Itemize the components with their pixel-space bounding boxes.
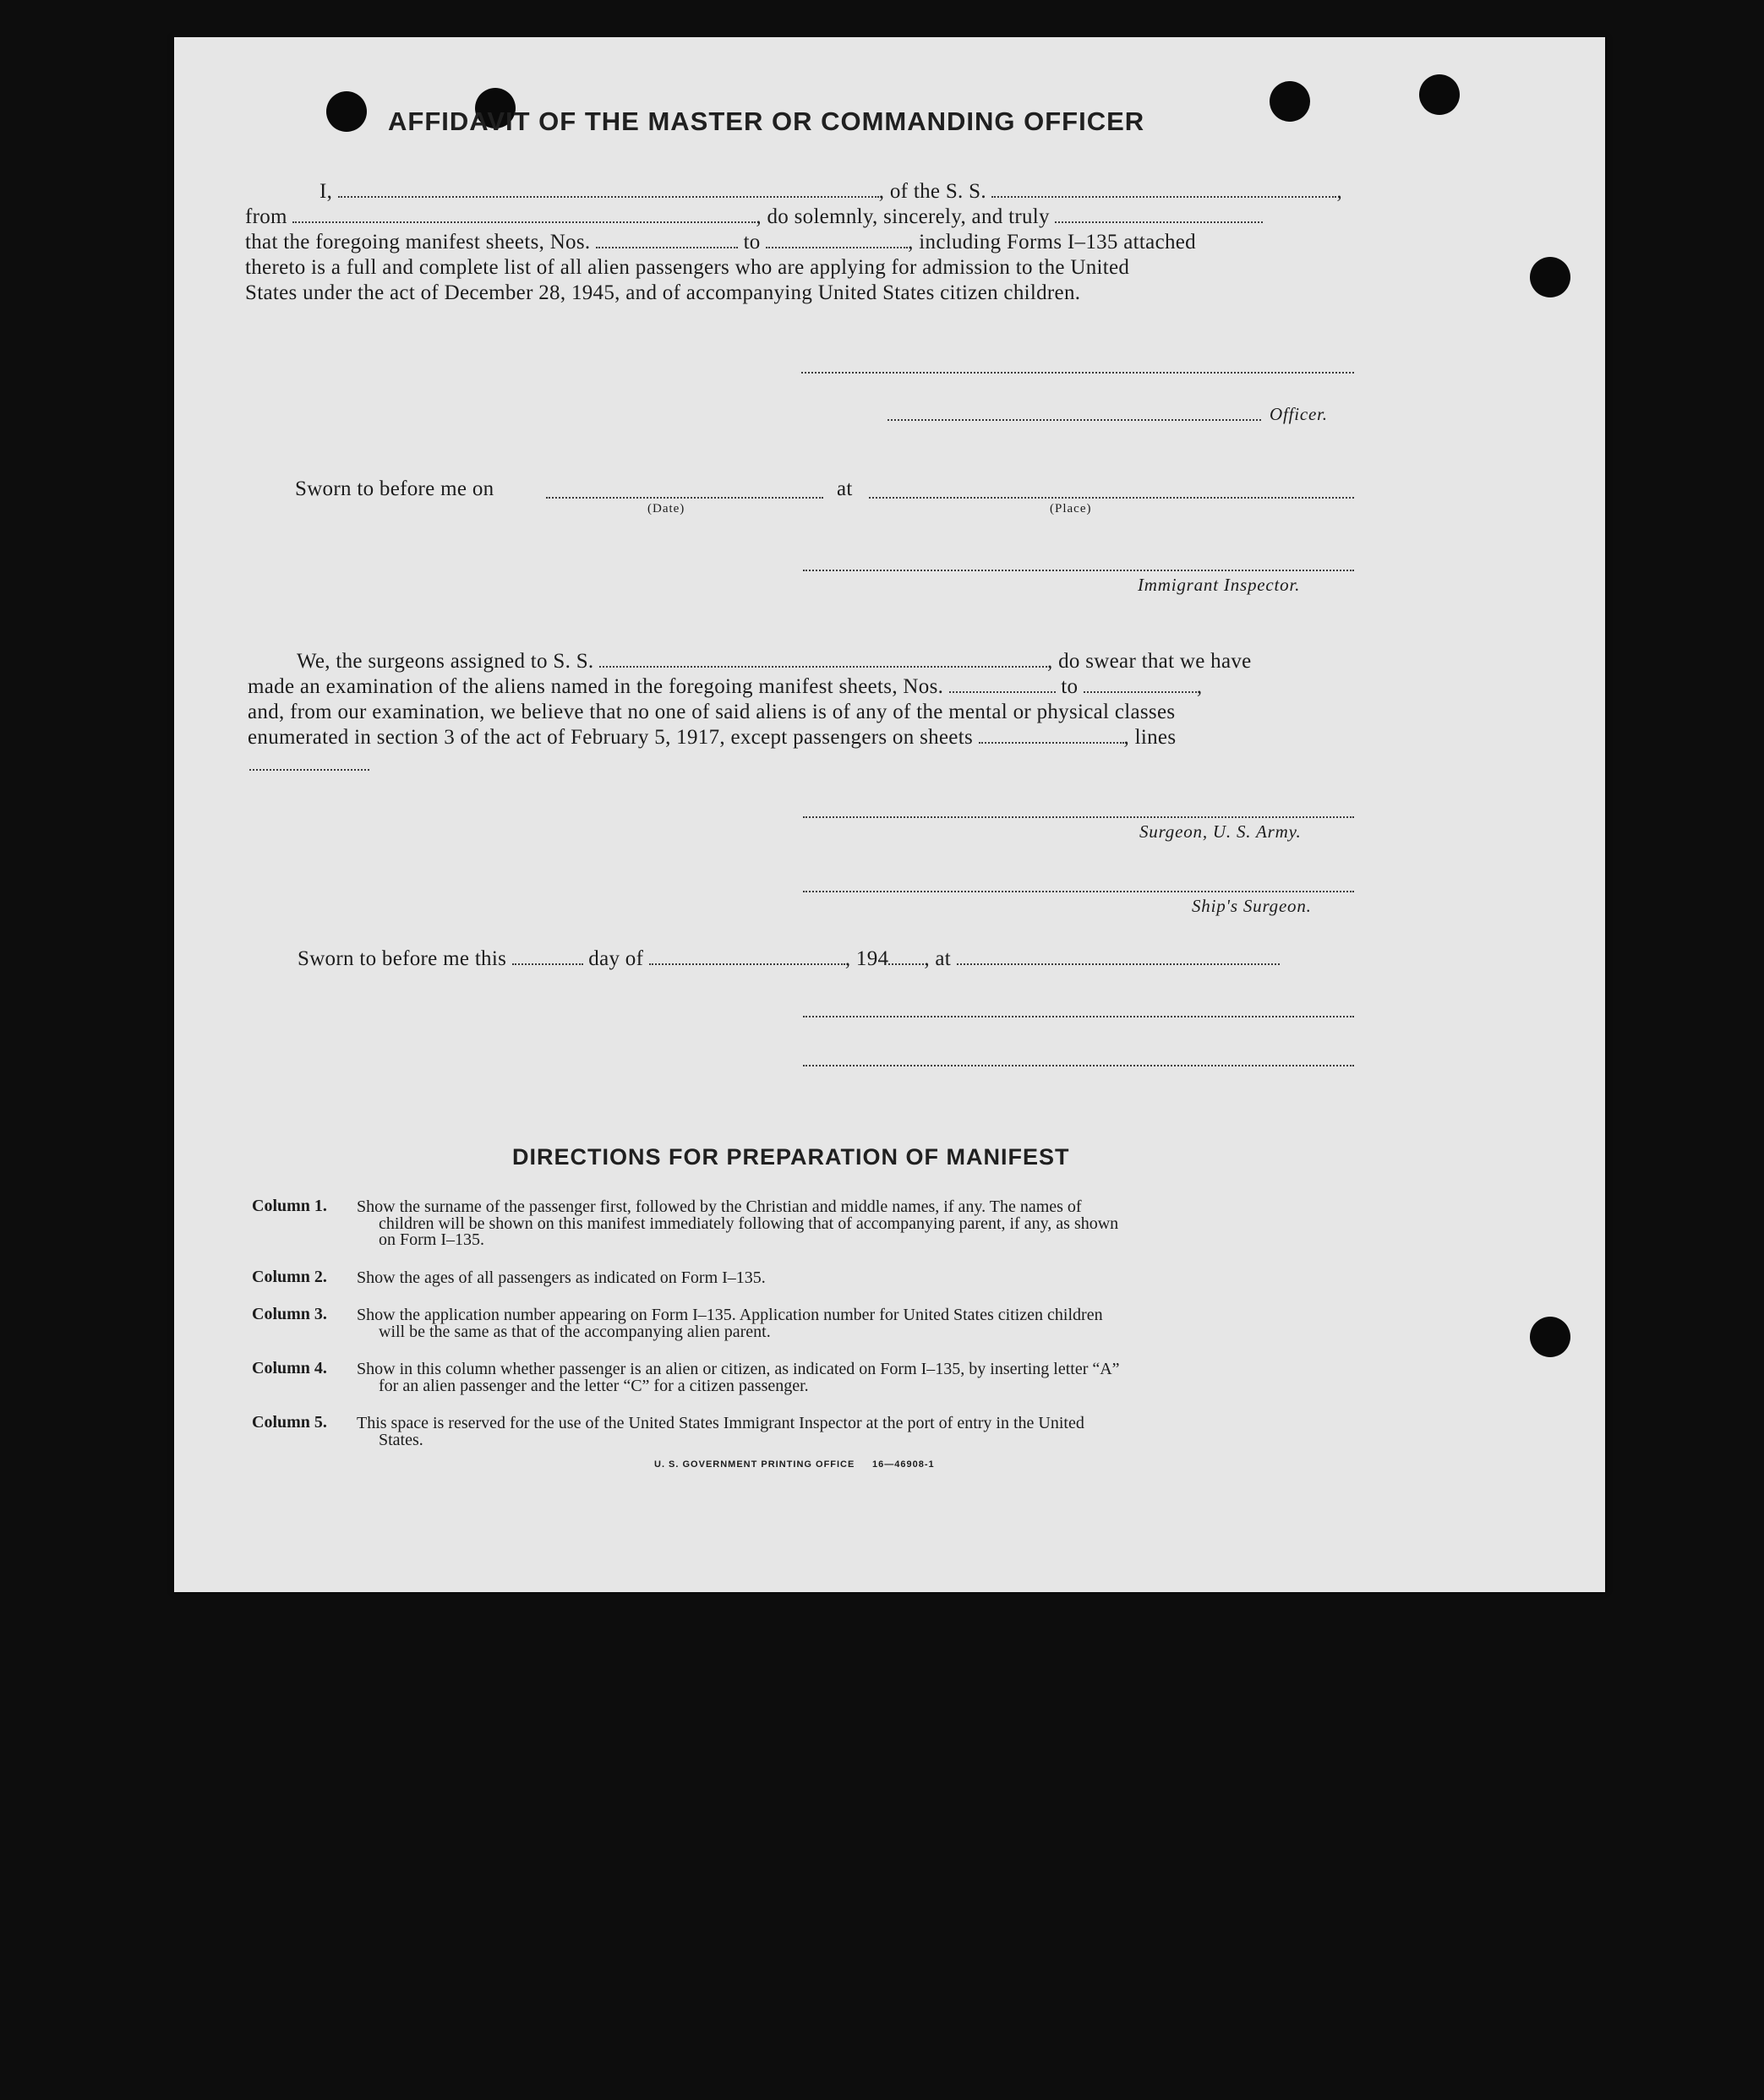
affidavit-line-5: States under the act of December 28, 1945, and of accompanying United States citizen children.: [245, 281, 1081, 304]
officer-signature-line-2[interactable]: [887, 419, 1261, 421]
column-1-line: Show the surname of the passenger first, followed by the Christian and middle names, if any. The names of: [357, 1197, 1082, 1216]
inspector-label: Immigrant Inspector.: [1138, 575, 1301, 595]
column-1-line: on Form I–135.: [379, 1230, 484, 1249]
sworn-signature-line-2[interactable]: [803, 1065, 1354, 1066]
punch-hole: [1270, 81, 1310, 122]
affidavit-text: , of the S. S.: [878, 180, 986, 203]
punch-hole: [1530, 257, 1570, 297]
lines-field[interactable]: [249, 769, 369, 771]
sworn2-text: day of: [588, 947, 644, 970]
punch-hole: [1419, 74, 1460, 115]
surgeons-text: , lines: [1123, 726, 1177, 749]
column-3-line: Show the application number appearing on Form I–135. Application number for United States citizen children: [357, 1306, 1103, 1324]
inspector-signature-line[interactable]: [803, 570, 1354, 571]
surgeons-text: to: [1061, 675, 1079, 698]
surgeons-line-3: and, from our examination, we believe that no one of said aliens is of any of the mental or physical classes: [248, 701, 1176, 723]
army-surgeon-label: Surgeon, U. S. Army.: [1139, 821, 1302, 842]
oath-field[interactable]: [1055, 205, 1263, 223]
column-1-line: children will be shown on this manifest immediately following that of accompanying parent, if any, as shown: [379, 1214, 1119, 1233]
sworn-signature-line-1[interactable]: [803, 1016, 1354, 1017]
sworn-day-field[interactable]: [512, 946, 583, 965]
sworn2-text: , 194: [844, 947, 889, 970]
sworn-line-2: [298, 946, 1540, 972]
officer-label: Officer.: [1270, 404, 1328, 424]
surgeons-line-4: [248, 725, 1532, 750]
surgeons-ship-field[interactable]: [599, 649, 1047, 668]
affidavit-text: ,: [1336, 180, 1342, 203]
column-3-line: will be the same as that of the accompanying alien parent.: [379, 1323, 771, 1341]
affidavit-line-2: [245, 205, 1530, 230]
sworn-at-field[interactable]: [957, 946, 1280, 965]
master-name-field[interactable]: [338, 179, 879, 198]
surgeons-sheets-from-field[interactable]: [949, 674, 1056, 693]
ship-surgeon-signature-line[interactable]: [803, 891, 1354, 892]
printer-imprint: U. S. GOVERNMENT PRINTING OFFICE: [654, 1459, 855, 1470]
surgeons-line-1: [297, 649, 1539, 674]
column-4-line: Show in this column whether passenger is an alien or citizen, as indicated on Form I–135, by inserting letter “A”: [357, 1360, 1120, 1378]
army-surgeon-signature-line[interactable]: [803, 816, 1354, 818]
surgeons-text: made an examination of the aliens named in the foregoing manifest sheets, Nos.: [248, 675, 944, 698]
column-4-line: for an alien passenger and the letter “C” for a citizen passenger.: [379, 1377, 809, 1395]
sworn2-text: Sworn to before me this: [298, 947, 507, 970]
place-caption: (Place): [1050, 502, 1092, 515]
surgeons-line-2: [248, 674, 1532, 700]
sworn-year-field[interactable]: [888, 946, 924, 965]
punch-hole: [326, 91, 367, 132]
sheets-from-field[interactable]: [596, 230, 738, 248]
affidavit-line-4: thereto is a full and complete list of all alien passengers who are applying for admission to the United: [245, 256, 1130, 279]
affidavit-text: to: [743, 231, 761, 254]
affidavit-text: from: [245, 205, 287, 228]
sworn2-text: , at: [924, 947, 952, 970]
column-4-label: Column 4.: [252, 1359, 327, 1377]
sworn-text: Sworn to before me on: [295, 477, 494, 500]
surgeons-text: enumerated in section 3 of the act of February 5, 1917, except passengers on sheets: [248, 726, 973, 749]
column-5-line: This space is reserved for the use of the United States Immigrant Inspector at the port of entry in the United: [357, 1414, 1084, 1432]
sworn-place-field[interactable]: [869, 497, 1354, 499]
page-title: AFFIDAVIT OF THE MASTER OR COMMANDING OFFICER: [388, 106, 1145, 136]
sworn-at-text: at: [837, 477, 853, 500]
column-5-line: States.: [379, 1431, 423, 1449]
surgeons-sheets-to-field[interactable]: [1084, 674, 1197, 693]
ship-name-field[interactable]: [991, 179, 1336, 198]
affidavit-text: that the foregoing manifest sheets, Nos.: [245, 231, 591, 254]
ship-surgeon-label: Ship's Surgeon.: [1192, 896, 1312, 916]
directions-title: DIRECTIONS FOR PREPARATION OF MANIFEST: [512, 1144, 1070, 1170]
column-2-label: Column 2.: [252, 1268, 327, 1286]
officer-signature-line-1[interactable]: [801, 372, 1354, 374]
surgeons-text: We, the surgeons assigned to S. S.: [297, 650, 594, 673]
column-1-label: Column 1.: [252, 1197, 327, 1215]
date-caption: (Date): [647, 502, 685, 515]
from-port-field[interactable]: [292, 205, 756, 223]
column-5-label: Column 5.: [252, 1413, 327, 1432]
except-sheets-field[interactable]: [979, 725, 1124, 744]
affidavit-text: , including Forms I–135 attached: [908, 231, 1196, 254]
sheets-to-field[interactable]: [766, 230, 908, 248]
column-3-label: Column 3.: [252, 1305, 327, 1323]
affidavit-line-3: [245, 230, 1530, 255]
punch-hole: [1530, 1317, 1570, 1357]
surgeons-text: ,: [1196, 675, 1203, 698]
surgeons-text: , do swear that we have: [1047, 650, 1252, 673]
form-sheet: [174, 37, 1605, 1592]
sworn-date-field[interactable]: [546, 497, 823, 499]
sworn-month-field[interactable]: [649, 946, 845, 965]
column-2-line: Show the ages of all passengers as indicated on Form I–135.: [357, 1268, 766, 1287]
affidavit-text: I,: [319, 180, 333, 203]
affidavit-line-1: [289, 179, 1532, 205]
affidavit-text: , do solemnly, sincerely, and truly: [756, 205, 1050, 228]
form-code: 16—46908-1: [872, 1459, 935, 1470]
